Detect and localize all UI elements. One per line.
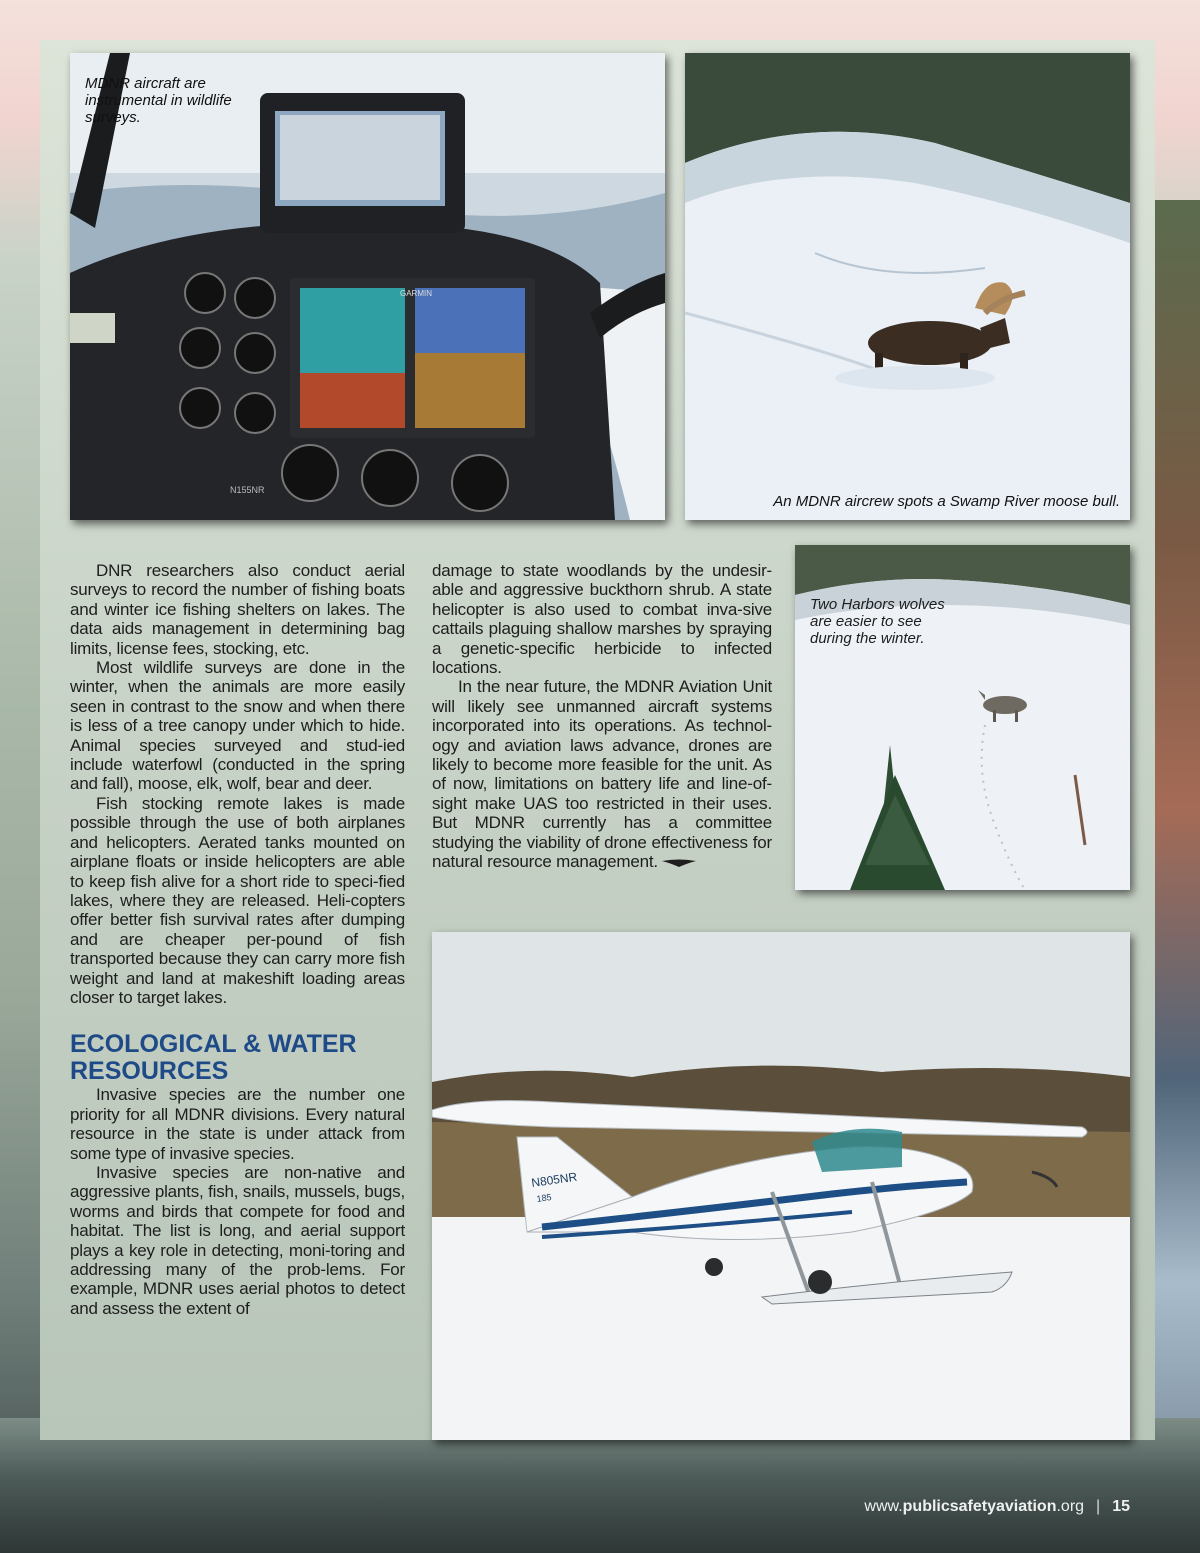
plane-illustration [432, 932, 1130, 1440]
plane-code: 185 [535, 1191, 553, 1204]
middle-paragraph-1: damage to state woodlands by the undesir-able and aggressive buckthorn shrub. A state helicopter is also used to combat inva-sive cattails plaguing shallow marshes by spraying a genetic-specific herbicide to infected locations. [432, 561, 772, 678]
left-paragraph-3: Fish stocking remote lakes is made possible through the use of both airplanes and helicopters. Aerated tanks mounted on airplane floats or inside helicopters are able to keep fish alive for a short ride to speci-fied lakes, where they are released. Heli-copters offer better fish survival rates after dumping and are cheaper per-pound of fish transported because they can carry more fish weight and land at makeshift loading areas closer to target lakes. [70, 793, 405, 1007]
footer-url[interactable] [864, 1498, 1084, 1516]
wolf-caption: Two Harbors wolves are easier to see during the winter. [810, 596, 945, 647]
moose-illustration [685, 53, 1130, 520]
section-heading: ECOLOGICAL & WATER RESOURCES [70, 1030, 357, 1086]
plane-photo [432, 932, 1130, 1440]
footer-url-suffix: .org [1056, 1498, 1085, 1515]
moose-caption: An MDNR aircrew spots a Swamp River moose bull. [773, 493, 1120, 510]
garmin-label: GARMIN [400, 289, 432, 298]
left-paragraph-2: Most wildlife surveys are done in the winter, when the animals are more easily seen in contrast to the snow and when there is less of a tree canopy under which to hide. Animal species surveyed and stud-ied include waterfowl (conducted in the spring and fall), moose, elk, wolf, bear and deer. [70, 658, 405, 794]
middle-paragraph-2 [432, 677, 772, 871]
left-paragraph-1: DNR researchers also conduct aerial surveys to record the number of fishing boats and winter ice fishing shelters on lakes. The data aids management in determining bag limits, license fees, stocking, etc. [70, 561, 405, 658]
plane-tail-number: N805NR [530, 1169, 579, 1190]
left-paragraph-4: Invasive species are the number one priority for all MDNR divisions. Every natural resource in the state is under attack from some type of invasive species. [70, 1085, 405, 1163]
footer-url-prefix: www. [864, 1498, 903, 1515]
page-number: 15 [1112, 1498, 1130, 1515]
end-mark-wings-icon [662, 858, 696, 868]
middle-paragraph-2-text: In the near future, the MDNR Aviation Unit will likely see unmanned aircraft systems incorporated into its operations. As technol-ogy and aviation laws advance, drones are likely to become more feasible for the unit. As of now, limitations on battery life and line-of-sight make UAS too restricted in their uses. But MDNR currently has a committee studying the viability of drone effectiveness for natural resource management. [432, 677, 772, 872]
footer-separator: | [1096, 1498, 1101, 1515]
left-text-column [70, 561, 405, 1318]
page-footer [760, 1496, 1130, 1518]
middle-text-column [432, 561, 772, 872]
footer-url-site: publicsafetyaviation [902, 1498, 1057, 1515]
helicopter-tail-number: N155NR [230, 485, 265, 495]
moose-photo [685, 53, 1130, 520]
cockpit-caption: MDNR aircraft are instrumental in wildlife surveys. [85, 75, 232, 126]
left-paragraph-5: Invasive species are non-native and aggressive plants, fish, snails, mussels, bugs, worms and birds that compete for food and habitat. The list is long, and aerial support plays a key role in detecting, moni-toring and addressing many of the prob-lems. For example, MDNR uses aerial photos to detect and assess the extent of [70, 1162, 405, 1318]
background-landscape-right [1152, 200, 1200, 1553]
